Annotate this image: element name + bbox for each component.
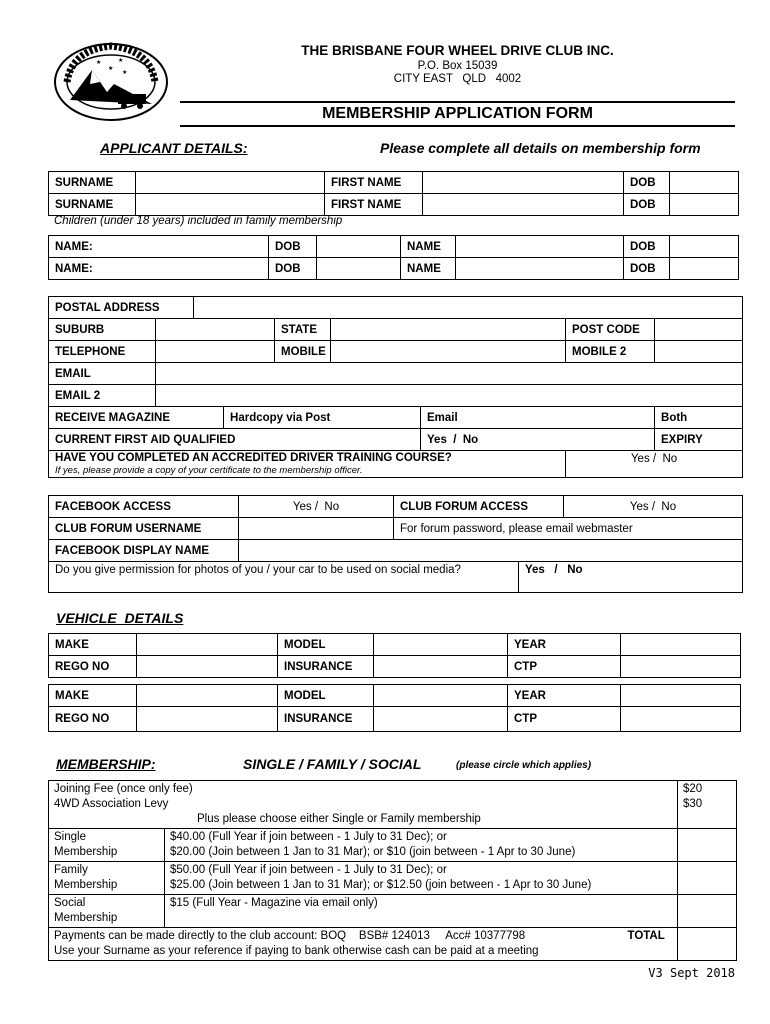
expiry-label: EXPIRY — [655, 429, 743, 451]
social-membership-label — [49, 895, 165, 928]
joining-fee-label: Joining Fee (once only fee) — [54, 783, 193, 795]
mobile-field[interactable] — [331, 341, 566, 363]
table-row — [49, 172, 739, 194]
child-dob-field-1[interactable] — [317, 236, 401, 258]
model-label: MODEL — [278, 685, 374, 707]
insurance-field-1[interactable] — [374, 656, 508, 678]
rego-label: REGO NO — [49, 707, 137, 732]
applicant-table — [48, 171, 739, 216]
first-aid-yes-no[interactable]: Yes / No — [421, 429, 655, 451]
table-row — [49, 656, 741, 678]
dob-label: DOB — [624, 236, 670, 258]
insurance-label: INSURANCE — [278, 656, 374, 678]
fees-amounts — [678, 781, 737, 829]
family-label-line: Family — [54, 864, 88, 876]
po-box: P.O. Box 15039 — [417, 60, 498, 72]
mobile2-label: MOBILE 2 — [566, 341, 655, 363]
children-table — [48, 235, 739, 280]
state-label: STATE — [275, 319, 331, 341]
dob-label: DOB — [624, 194, 670, 216]
table-row — [49, 297, 743, 319]
svg-text:★: ★ — [122, 70, 128, 76]
table-row — [49, 319, 743, 341]
table-row — [49, 928, 737, 961]
city-address: CITY EAST QLD 4002 — [393, 73, 522, 85]
dob-field-1[interactable] — [670, 172, 739, 194]
child-dob-field-4[interactable] — [670, 258, 739, 280]
choose-membership-note: Plus please choose either Single or Family membership — [197, 813, 481, 825]
svg-text:★: ★ — [96, 60, 102, 66]
table-row — [49, 451, 743, 478]
table-row — [49, 862, 737, 895]
year-field-2[interactable] — [621, 685, 741, 707]
table-row — [49, 518, 743, 540]
dob-label: DOB — [624, 258, 670, 280]
payment-line: Payments can be made directly to the club account: BOQ BSB# 124013 Acc# 10377798 — [54, 930, 526, 942]
insurance-label: INSURANCE — [278, 707, 374, 732]
forum-username-label: CLUB FORUM USERNAME — [49, 518, 239, 540]
table-row — [49, 496, 743, 518]
year-field-1[interactable] — [621, 634, 741, 656]
payment-line: Use your Surname as your reference if paying to bank otherwise cash can be paid at a meeting — [54, 945, 539, 957]
header-rule-bottom — [180, 125, 735, 127]
mobile2-field[interactable] — [655, 341, 743, 363]
surname-field-1[interactable] — [136, 172, 325, 194]
table-row — [49, 895, 737, 928]
model-field-2[interactable] — [374, 685, 508, 707]
family-fee-line: $50.00 (Full Year if join between - 1 July to 31 Dec); or — [170, 864, 447, 876]
social-table — [48, 495, 743, 593]
suburb-label: SUBURB — [49, 319, 156, 341]
single-amount-field[interactable] — [678, 829, 737, 862]
dob-label: DOB — [624, 172, 670, 194]
make-label: MAKE — [49, 634, 137, 656]
ctp-field-1[interactable] — [621, 656, 741, 678]
first-name-field-2[interactable] — [423, 194, 624, 216]
driver-training-yes-no[interactable]: Yes / No — [566, 451, 743, 478]
ctp-label: CTP — [508, 707, 621, 732]
postal-address-field[interactable] — [194, 297, 743, 319]
single-fee-line: $40.00 (Full Year if join between - 1 July to 31 Dec); or — [170, 831, 447, 843]
surname-label: SURNAME — [49, 194, 136, 216]
model-field-1[interactable] — [374, 634, 508, 656]
single-label-line: Membership — [54, 846, 118, 858]
joining-fee-amount: $20 — [683, 783, 703, 795]
driver-training-note: If yes, please provide a copy of your certificate to the membership officer. — [55, 465, 363, 476]
rego-field-2[interactable] — [137, 707, 278, 732]
first-name-label: FIRST NAME — [325, 194, 423, 216]
version-label: V3 Sept 2018 — [648, 966, 735, 980]
surname-label: SURNAME — [49, 172, 136, 194]
driver-training-label: HAVE YOU COMPLETED AN ACCREDITED DRIVER TRAINING COURSE? — [55, 452, 452, 464]
children-note: Children (under 18 years) included in family membership — [54, 215, 343, 227]
hardcopy-option[interactable]: Hardcopy via Post — [224, 407, 421, 429]
year-label: YEAR — [508, 685, 621, 707]
ctp-label: CTP — [508, 656, 621, 678]
family-fee-line: $25.00 (Join between 1 Jan to 31 Mar); or $12.50 (join between - 1 Apr to 30 June) — [170, 879, 592, 891]
membership-table — [48, 780, 737, 961]
facebook-access-yes-no[interactable]: Yes / No — [239, 496, 394, 518]
insurance-field-2[interactable] — [374, 707, 508, 732]
club-name: THE BRISBANE FOUR WHEEL DRIVE CLUB INC. — [301, 43, 614, 58]
single-label-line: Single — [54, 831, 86, 843]
fees-description — [49, 781, 678, 829]
applicant-instruction: Please complete all details on membership form — [380, 140, 701, 156]
table-row — [49, 407, 743, 429]
facebook-access-label: FACEBOOK ACCESS — [49, 496, 239, 518]
surname-field-2[interactable] — [136, 194, 325, 216]
svg-text:★: ★ — [108, 66, 114, 72]
rego-label: REGO NO — [49, 656, 137, 678]
single-membership-label — [49, 829, 165, 862]
social-fee-line: $15 (Full Year - Magazine via email only) — [170, 897, 378, 909]
state-field[interactable] — [331, 319, 566, 341]
post-code-field[interactable] — [655, 319, 743, 341]
club-logo — [52, 40, 170, 122]
contact-table — [48, 296, 743, 478]
email2-field[interactable] — [156, 385, 743, 407]
total-field[interactable] — [678, 928, 737, 961]
child-name-field-3[interactable]: NAME: — [49, 258, 269, 280]
table-row — [49, 429, 743, 451]
year-label: YEAR — [508, 634, 621, 656]
child-dob-field-3[interactable] — [317, 258, 401, 280]
make-field-2[interactable] — [137, 685, 278, 707]
table-row — [49, 829, 737, 862]
receive-magazine-label: RECEIVE MAGAZINE — [49, 407, 224, 429]
child-name-field-4[interactable] — [456, 258, 624, 280]
levy-label: 4WD Association Levy — [54, 798, 169, 810]
total-label: TOTAL — [623, 928, 678, 961]
form-title: MEMBERSHIP APPLICATION FORM — [322, 105, 593, 122]
vehicle-table-1 — [48, 633, 741, 678]
table-row — [49, 634, 741, 656]
telephone-field[interactable] — [156, 341, 275, 363]
facebook-display-label: FACEBOOK DISPLAY NAME — [49, 540, 239, 562]
social-label-line: Social — [54, 897, 86, 909]
driver-training-cell — [49, 451, 566, 478]
mobile-label: MOBILE — [275, 341, 331, 363]
dob-field-2[interactable] — [670, 194, 739, 216]
levy-amount: $30 — [683, 798, 703, 810]
header-rule-top — [180, 101, 735, 103]
table-row — [49, 685, 741, 707]
child-name-field-1[interactable]: NAME: — [49, 236, 269, 258]
social-media-permission-label: Do you give permission for photos of you / your car to be used on social media? — [49, 562, 519, 593]
email-option[interactable]: Email — [421, 407, 655, 429]
email-field[interactable] — [156, 363, 743, 385]
circle-note: (please circle which applies) — [456, 760, 592, 771]
table-row — [49, 236, 739, 258]
social-membership-fees — [165, 895, 678, 928]
membership-type-options[interactable]: SINGLE / FAMILY / SOCIAL — [243, 756, 422, 772]
forum-access-label: CLUB FORUM ACCESS — [394, 496, 564, 518]
make-field-1[interactable] — [137, 634, 278, 656]
child-name-field-2[interactable] — [456, 236, 624, 258]
table-row — [49, 562, 743, 593]
first-name-label: FIRST NAME — [325, 172, 423, 194]
table-row — [49, 781, 737, 829]
table-row — [49, 258, 739, 280]
forum-username-field[interactable] — [239, 518, 394, 540]
vehicle-heading: VEHICLE DETAILS — [56, 610, 184, 626]
forum-access-yes-no[interactable]: Yes / No — [564, 496, 743, 518]
make-label: MAKE — [49, 685, 137, 707]
applicant-heading: APPLICANT DETAILS: — [100, 140, 248, 156]
single-membership-fees — [165, 829, 678, 862]
ctp-field-2[interactable] — [621, 707, 741, 732]
child-dob-field-2[interactable] — [670, 236, 739, 258]
family-label-line: Membership — [54, 879, 118, 891]
telephone-label: TELEPHONE — [49, 341, 156, 363]
table-row — [49, 341, 743, 363]
suburb-field[interactable] — [156, 319, 275, 341]
social-amount-field[interactable] — [678, 895, 737, 928]
email2-label: EMAIL 2 — [49, 385, 156, 407]
first-name-field-1[interactable] — [423, 172, 624, 194]
family-membership-label — [49, 862, 165, 895]
family-membership-fees — [165, 862, 678, 895]
social-label-line: Membership — [54, 912, 118, 924]
dob-label: DOB — [269, 236, 317, 258]
dob-label: DOB — [269, 258, 317, 280]
svg-text:★: ★ — [118, 58, 124, 64]
payment-instructions — [49, 928, 623, 961]
single-fee-line: $20.00 (Join between 1 Jan to 31 Mar); or $10 (join between - 1 Apr to 30 June) — [170, 846, 576, 858]
table-row — [49, 707, 741, 732]
forum-password-note: For forum password, please email webmaster — [394, 518, 743, 540]
email-label: EMAIL — [49, 363, 156, 385]
family-amount-field[interactable] — [678, 862, 737, 895]
post-code-label: POST CODE — [566, 319, 655, 341]
vehicle-table-2 — [48, 684, 741, 732]
table-row — [49, 540, 743, 562]
membership-heading: MEMBERSHIP: — [56, 756, 156, 772]
rego-field-1[interactable] — [137, 656, 278, 678]
model-label: MODEL — [278, 634, 374, 656]
table-row — [49, 385, 743, 407]
table-row — [49, 363, 743, 385]
name-label: NAME — [401, 258, 456, 280]
table-row — [49, 194, 739, 216]
social-media-permission-yes-no[interactable]: Yes / No — [519, 562, 743, 593]
both-option[interactable]: Both — [655, 407, 743, 429]
first-aid-label: CURRENT FIRST AID QUALIFIED — [49, 429, 421, 451]
name-label: NAME — [401, 236, 456, 258]
postal-address-label: POSTAL ADDRESS — [49, 297, 194, 319]
facebook-display-field[interactable] — [239, 540, 743, 562]
